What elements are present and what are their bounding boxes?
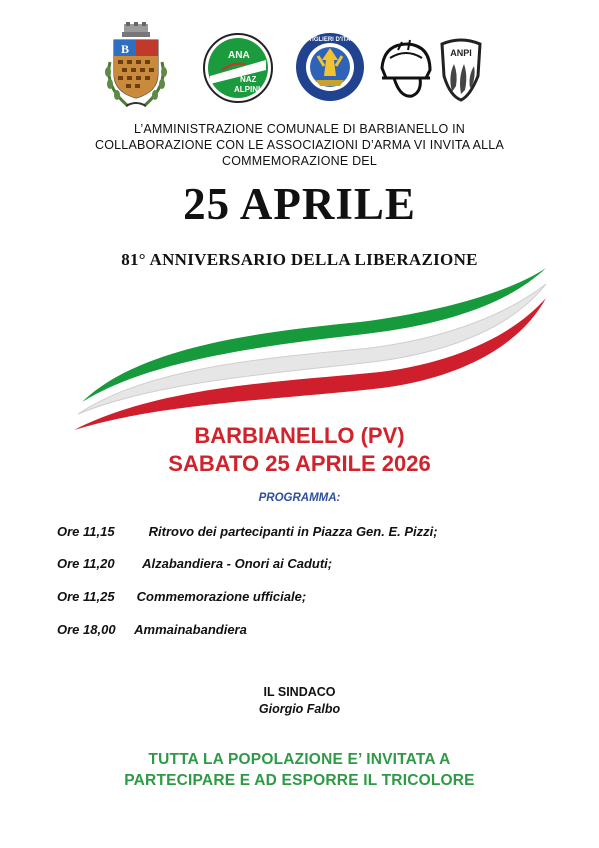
program-time: Ore 18,00	[57, 622, 116, 637]
program-item	[57, 589, 306, 604]
artiglieri-logo	[294, 30, 366, 104]
ana-alpini-logo	[202, 32, 274, 104]
anpi-text: ANPI	[450, 48, 472, 58]
program-item	[57, 556, 332, 571]
ana-naz-text: NAZ	[240, 75, 257, 84]
coat-of-arms-letter: B	[120, 42, 130, 56]
place-line: BARBIANELLO (PV)	[194, 423, 405, 448]
mayor-name: Giorgio Falbo	[258, 702, 341, 716]
date-line: SABATO 25 APRILE 2026	[168, 451, 431, 476]
signature-block	[0, 684, 599, 718]
program-item	[57, 622, 247, 637]
anpi-logo	[432, 34, 490, 104]
program-text: Commemorazione ufficiale;	[136, 589, 307, 604]
program-item	[57, 524, 438, 539]
program-time: Ore 11,15	[57, 524, 115, 539]
anniversary-subtitle: 81° ANNIVERSARIO DELLA LIBERAZIONE	[121, 250, 478, 269]
intro-line-3: COMMEMORAZIONE DEL	[222, 154, 377, 168]
program-heading: PROGRAMMA:	[258, 492, 341, 504]
closing-line-2: PARTECIPARE E AD ESPORRE IL TRICOLORE	[124, 772, 475, 789]
intro-line-2: COLLABORAZIONE CON LE ASSOCIAZIONI D’ARMA VI INVITA ALLA	[95, 138, 504, 152]
ana-alpini-text: ALPINI	[234, 85, 261, 94]
intro-line-1: L’AMMINISTRAZIONE COMUNALE DI BARBIANELLO IN	[133, 122, 466, 136]
program-text: Ammainabandiera	[134, 622, 247, 637]
mayor-title: IL SINDACO	[263, 685, 336, 699]
program-text: Ritrovo dei partecipanti in Piazza Gen. E. Pizzi;	[148, 524, 438, 539]
ana-text: ANA	[228, 50, 250, 61]
closing-invitation	[0, 749, 599, 791]
closing-line-1: TUTTA LA POPOLAZIONE E’ INVITATA A	[148, 751, 451, 768]
program-time: Ore 11,25	[57, 589, 115, 604]
place-date	[0, 422, 599, 478]
helmet-icon	[376, 38, 436, 102]
event-title: 25 APRILE	[183, 179, 416, 229]
program-text: Alzabandiera - Onori ai Caduti;	[142, 556, 333, 571]
artiglieri-text: ARTIGLIERI D'ITALIA	[299, 37, 361, 43]
tricolor-waves	[60, 262, 550, 442]
program-time: Ore 11,20	[57, 556, 115, 571]
coat-of-arms-logo	[100, 22, 172, 112]
intro-text	[40, 121, 559, 169]
logo-row	[100, 22, 490, 112]
